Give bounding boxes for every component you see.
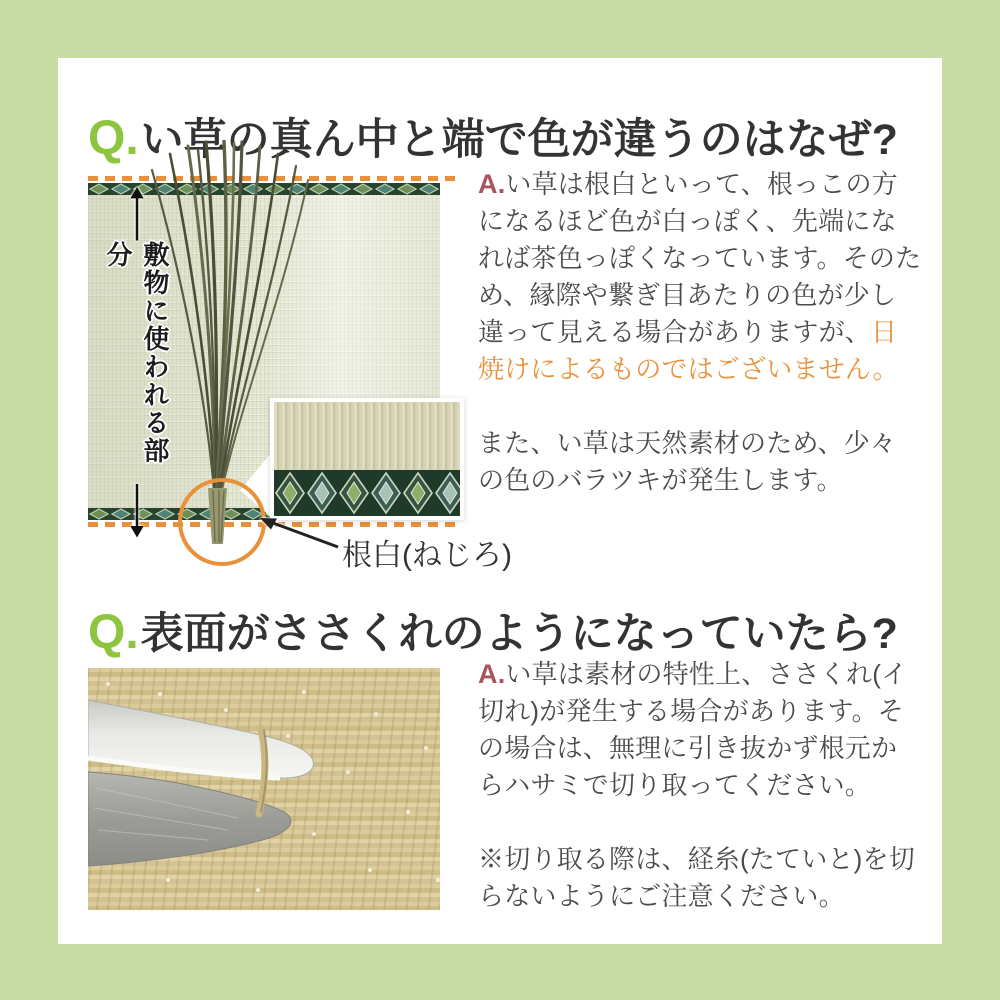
answer-1-text: い草は根白といって、根っこの方になるほど色が白っぽく、先端になれば茶色っぽくなっています。そのため、縁際や繋ぎ目あたりの色が少し違って見える場合がありますが、 (478, 169, 922, 347)
question-2-heading (88, 600, 898, 661)
answer-2-text: い草は素材の特性上、ささくれ(イ切れ)が発生する場合があります。その場合は、無理に引き抜かず根元からハサミで切り取ってください。 (478, 659, 908, 800)
scissors-illustration (88, 668, 440, 910)
answer-1-paragraph (478, 166, 922, 388)
q1-prefix: Q. (88, 111, 139, 165)
question-1-text: い草の真ん中と端で色が違うのはなぜ? (140, 115, 898, 164)
answer-2-block (478, 656, 922, 952)
heri-fabric-closeup (274, 470, 460, 516)
q2-prefix: Q. (88, 605, 139, 659)
question-2-text: 表面がささくれのようになっていたら? (140, 609, 898, 658)
root-highlight-circle (178, 478, 266, 566)
usable-part-label (103, 186, 170, 538)
root-label-text: 根白(ねじろ) (342, 539, 512, 572)
a2-prefix: A. (478, 659, 506, 689)
tatami-closeup-inset (270, 398, 464, 520)
answer-1-block (478, 166, 922, 536)
arrow-up-icon (128, 186, 146, 241)
tatami-weave-closeup (274, 402, 460, 470)
answer-1-paragraph-2: また、い草は天然素材のため、少々の色のバラツキが発生します。 (478, 428, 897, 495)
answer-2-note: ※切り取る際は、経糸(たていと)を切らないようにご注意ください。 (478, 844, 915, 911)
content-panel (58, 58, 942, 944)
answer-1-highlight: 日焼けによるものではございません。 (478, 317, 899, 384)
a1-prefix: A. (478, 169, 506, 199)
arrow-down-icon (128, 483, 146, 538)
answer-2-paragraph (478, 656, 922, 804)
scissors-figure (88, 668, 440, 910)
root-label-arrow-icon (256, 514, 344, 552)
igusa-tatami-figure (88, 140, 512, 576)
usable-part-label-text: 敷物に使われる部分 (103, 241, 170, 466)
